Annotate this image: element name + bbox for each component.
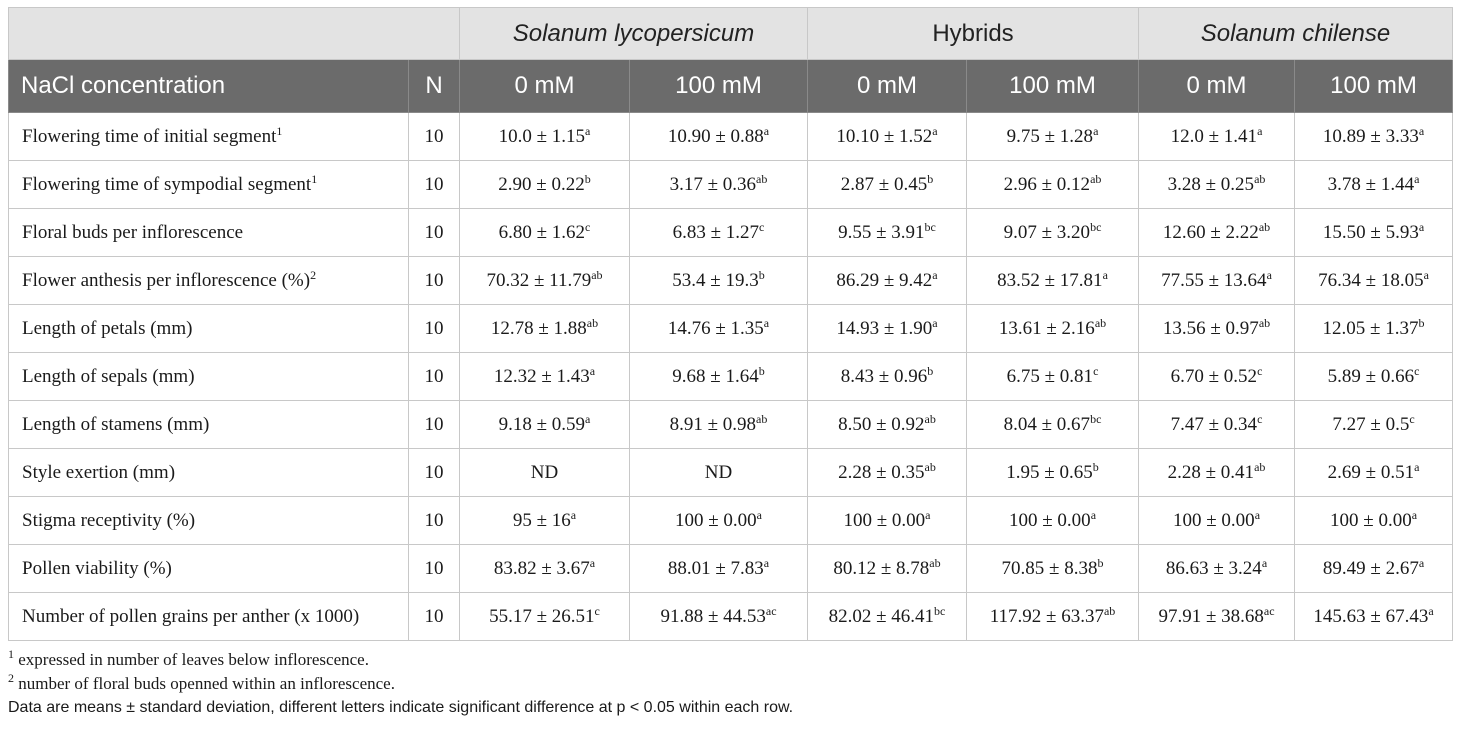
significance-letter: b bbox=[758, 363, 765, 378]
value-text: 9.55 ± 3.91 bbox=[838, 221, 925, 243]
value-cell bbox=[460, 497, 630, 545]
value-cell bbox=[808, 401, 967, 449]
footnote-text: number of floral buds openned within an inflorescence. bbox=[14, 674, 395, 693]
table-body bbox=[9, 113, 1453, 641]
value-text: 2.96 ± 0.12 bbox=[1003, 173, 1091, 195]
significance-letter: ab bbox=[1103, 603, 1116, 618]
value-cell bbox=[1295, 257, 1453, 305]
value-text: 2.28 ± 0.35 bbox=[838, 461, 925, 483]
value-cell bbox=[1295, 113, 1453, 161]
value-text: 76.34 ± 18.05 bbox=[1318, 269, 1424, 291]
value-cell bbox=[630, 593, 808, 641]
value-cell bbox=[967, 449, 1139, 497]
value-cell bbox=[967, 161, 1139, 209]
value-text: 15.50 ± 5.93 bbox=[1322, 221, 1419, 243]
significance-letter: a bbox=[1418, 123, 1425, 138]
value-text: 12.32 ± 1.43 bbox=[493, 365, 590, 387]
value-text: 12.0 ± 1.41 bbox=[1170, 125, 1258, 147]
value-text: ND bbox=[704, 461, 733, 483]
value-text: 6.75 ± 0.81 bbox=[1006, 365, 1094, 387]
value-cell bbox=[967, 545, 1139, 593]
value-text: 145.63 ± 67.43 bbox=[1313, 605, 1429, 627]
value-cell bbox=[1139, 401, 1295, 449]
significance-letter: a bbox=[763, 315, 770, 330]
value-text: 3.17 ± 0.36 bbox=[669, 173, 757, 195]
value-cell bbox=[460, 401, 630, 449]
value-cell bbox=[1139, 257, 1295, 305]
value-text: 117.92 ± 63.37 bbox=[989, 605, 1104, 627]
row-label-text: Length of stamens (mm) bbox=[22, 413, 210, 435]
value-text: 83.82 ± 3.67 bbox=[493, 557, 590, 579]
value-text: 53.4 ± 19.3 bbox=[672, 269, 759, 291]
value-cell bbox=[460, 593, 630, 641]
significance-letter: ab bbox=[929, 555, 941, 570]
treatment-header: 0 mM bbox=[460, 60, 630, 113]
significance-letter: b bbox=[927, 363, 934, 378]
n-cell: 10 bbox=[409, 209, 460, 257]
value-text: 70.85 ± 8.38 bbox=[1001, 557, 1098, 579]
value-text: 9.68 ± 1.64 bbox=[672, 365, 759, 387]
value-cell bbox=[1139, 593, 1295, 641]
significance-letter: bc bbox=[924, 219, 936, 234]
row-label-text: Flowering time of sympodial segment bbox=[22, 173, 312, 195]
significance-letter: bc bbox=[1090, 219, 1102, 234]
table-row bbox=[9, 497, 1453, 545]
value-cell bbox=[1295, 305, 1453, 353]
value-cell bbox=[1295, 353, 1453, 401]
significance-letter: ab bbox=[924, 459, 936, 474]
significance-letter: a bbox=[585, 123, 591, 138]
row-label-text: Flower anthesis per inflorescence (%) bbox=[22, 269, 311, 291]
value-text: 86.29 ± 9.42 bbox=[836, 269, 933, 291]
value-text: 5.89 ± 0.66 bbox=[1327, 365, 1415, 387]
table-row bbox=[9, 257, 1453, 305]
table-row bbox=[9, 449, 1453, 497]
value-cell bbox=[808, 305, 967, 353]
significance-letter: a bbox=[1261, 555, 1268, 570]
value-text: 97.91 ± 38.68 bbox=[1158, 605, 1264, 627]
value-text: 9.75 ± 1.28 bbox=[1006, 125, 1094, 147]
row-label-text: Flowering time of initial segment bbox=[22, 125, 277, 147]
value-cell bbox=[630, 497, 808, 545]
value-cell bbox=[630, 209, 808, 257]
value-text: 8.91 ± 0.98 bbox=[669, 413, 757, 435]
value-cell bbox=[1139, 305, 1295, 353]
value-text: 10.89 ± 3.33 bbox=[1322, 125, 1419, 147]
significance-letter: c bbox=[759, 219, 765, 234]
row-label bbox=[9, 593, 409, 641]
value-text: 7.47 ± 0.34 bbox=[1170, 413, 1258, 435]
significance-letter: b bbox=[758, 267, 765, 282]
value-cell bbox=[967, 305, 1139, 353]
significance-letter: a bbox=[1102, 267, 1108, 282]
row-label bbox=[9, 209, 409, 257]
value-cell bbox=[1139, 353, 1295, 401]
value-text: 2.69 ± 0.51 bbox=[1327, 461, 1415, 483]
significance-letter: bc bbox=[934, 603, 946, 618]
significance-letter: a bbox=[763, 555, 770, 570]
significance-letter: a bbox=[1411, 507, 1418, 522]
significance-letter: c bbox=[1257, 363, 1263, 378]
row-label bbox=[9, 497, 409, 545]
table-row bbox=[9, 305, 1453, 353]
value-cell bbox=[1295, 593, 1453, 641]
significance-letter: a bbox=[763, 123, 770, 138]
value-text: 89.49 ± 2.67 bbox=[1322, 557, 1419, 579]
table-row bbox=[9, 593, 1453, 641]
value-cell bbox=[1295, 401, 1453, 449]
value-cell bbox=[630, 545, 808, 593]
data-table bbox=[8, 7, 1453, 641]
footnote-text: expressed in number of leaves below inflorescence. bbox=[14, 650, 369, 669]
value-text: 8.43 ± 0.96 bbox=[840, 365, 928, 387]
table-row bbox=[9, 161, 1453, 209]
value-text: 10.10 ± 1.52 bbox=[836, 125, 933, 147]
significance-letter: b bbox=[1092, 459, 1099, 474]
significance-letter: ab bbox=[924, 411, 936, 426]
significance-letter: a bbox=[925, 507, 931, 522]
value-cell bbox=[460, 305, 630, 353]
value-cell bbox=[630, 305, 808, 353]
n-cell: 10 bbox=[409, 497, 460, 545]
value-text: 2.87 ± 0.45 bbox=[840, 173, 928, 195]
row-label-text: Pollen viability (%) bbox=[22, 557, 172, 579]
value-cell bbox=[460, 113, 630, 161]
treatment-header: 100 mM bbox=[967, 60, 1139, 113]
significance-letter: b bbox=[1097, 555, 1104, 570]
value-cell bbox=[460, 257, 630, 305]
value-text: 100 ± 0.00 bbox=[1009, 509, 1091, 531]
n-cell: 10 bbox=[409, 257, 460, 305]
value-text: 55.17 ± 26.51 bbox=[489, 605, 595, 627]
value-cell bbox=[630, 113, 808, 161]
value-cell bbox=[1295, 161, 1453, 209]
value-text: 2.90 ± 0.22 bbox=[498, 173, 585, 195]
value-text: ND bbox=[530, 461, 559, 483]
footnote-marker: 2 bbox=[310, 267, 317, 282]
n-cell: 10 bbox=[409, 305, 460, 353]
row-label-text: Style exertion (mm) bbox=[22, 461, 176, 483]
footnote-marker: 1 bbox=[276, 123, 283, 138]
footnotes bbox=[8, 648, 1452, 720]
value-text: 82.02 ± 46.41 bbox=[828, 605, 935, 627]
footnote bbox=[8, 672, 1452, 696]
significance-letter: c bbox=[585, 219, 591, 234]
value-text: 9.18 ± 0.59 bbox=[498, 413, 586, 435]
value-text: 1.95 ± 0.65 bbox=[1006, 461, 1093, 483]
value-cell bbox=[967, 113, 1139, 161]
value-cell bbox=[1139, 161, 1295, 209]
group-header-row bbox=[9, 8, 1453, 60]
value-text: 10.0 ± 1.15 bbox=[498, 125, 586, 147]
significance-letter: c bbox=[1409, 411, 1415, 426]
significance-letter: a bbox=[756, 507, 762, 522]
treatment-header: 100 mM bbox=[630, 60, 808, 113]
value-text: 6.80 ± 1.62 bbox=[498, 221, 586, 243]
value-cell bbox=[808, 545, 967, 593]
value-cell bbox=[1295, 209, 1453, 257]
value-cell bbox=[630, 353, 808, 401]
treatment-header: 100 mM bbox=[1295, 60, 1453, 113]
significance-letter: a bbox=[1414, 171, 1420, 186]
value-text: 100 ± 0.00 bbox=[1330, 509, 1412, 531]
row-label-text: Length of sepals (mm) bbox=[22, 365, 195, 387]
row-label bbox=[9, 257, 409, 305]
row-label-text: Length of petals (mm) bbox=[22, 317, 193, 339]
value-cell bbox=[808, 161, 967, 209]
group-header-lycopersicum: Solanum lycopersicum bbox=[460, 8, 808, 60]
significance-letter: b bbox=[1418, 315, 1425, 330]
significance-letter: a bbox=[1418, 555, 1425, 570]
significance-letter: a bbox=[1257, 123, 1263, 138]
significance-letter: c bbox=[1093, 363, 1099, 378]
group-header-hybrids: Hybrids bbox=[808, 8, 1139, 60]
value-cell bbox=[1295, 497, 1453, 545]
value-text: 13.61 ± 2.16 bbox=[998, 317, 1095, 339]
significance-letter: ab bbox=[1090, 171, 1102, 186]
significance-letter: ab bbox=[1258, 315, 1271, 330]
value-cell bbox=[967, 353, 1139, 401]
value-cell bbox=[1295, 545, 1453, 593]
n-cell: 10 bbox=[409, 401, 460, 449]
value-cell bbox=[460, 449, 630, 497]
value-text: 80.12 ± 8.78 bbox=[833, 557, 930, 579]
data-table-container bbox=[8, 7, 1452, 641]
significance-letter: c bbox=[1257, 411, 1263, 426]
value-cell bbox=[808, 257, 967, 305]
footnote-marker: 1 bbox=[8, 647, 14, 661]
significance-letter: ab bbox=[1094, 315, 1107, 330]
value-cell bbox=[967, 209, 1139, 257]
footnote bbox=[8, 696, 1452, 720]
treatment-header: 0 mM bbox=[808, 60, 967, 113]
significance-letter: b bbox=[927, 171, 934, 186]
significance-letter: a bbox=[932, 267, 938, 282]
row-label bbox=[9, 449, 409, 497]
value-text: 91.88 ± 44.53 bbox=[660, 605, 766, 627]
significance-letter: c bbox=[1414, 363, 1420, 378]
value-cell bbox=[808, 353, 967, 401]
row-label bbox=[9, 161, 409, 209]
significance-letter: ab bbox=[591, 267, 603, 282]
value-cell bbox=[808, 449, 967, 497]
significance-letter: a bbox=[1090, 507, 1097, 522]
value-text: 3.28 ± 0.25 bbox=[1167, 173, 1255, 195]
table-row bbox=[9, 353, 1453, 401]
n-cell: 10 bbox=[409, 113, 460, 161]
significance-letter: b bbox=[584, 171, 591, 186]
value-cell bbox=[808, 593, 967, 641]
n-cell: 10 bbox=[409, 593, 460, 641]
value-cell bbox=[630, 449, 808, 497]
treatment-header-row bbox=[9, 60, 1453, 113]
value-text: 9.07 ± 3.20 bbox=[1003, 221, 1091, 243]
row-label-text: Stigma receptivity (%) bbox=[22, 509, 196, 531]
table-row bbox=[9, 545, 1453, 593]
value-text: 3.78 ± 1.44 bbox=[1327, 173, 1415, 195]
n-cell: 10 bbox=[409, 545, 460, 593]
value-cell bbox=[630, 401, 808, 449]
footnote-marker: 1 bbox=[311, 171, 318, 186]
n-cell: 10 bbox=[409, 353, 460, 401]
value-text: 10.90 ± 0.88 bbox=[667, 125, 764, 147]
value-text: 83.52 ± 17.81 bbox=[997, 269, 1103, 291]
value-text: 12.60 ± 2.22 bbox=[1162, 221, 1259, 243]
table-row bbox=[9, 113, 1453, 161]
value-text: 88.01 ± 7.83 bbox=[667, 557, 764, 579]
value-text: 12.78 ± 1.88 bbox=[490, 317, 587, 339]
value-text: 77.55 ± 13.64 bbox=[1161, 269, 1267, 291]
value-cell bbox=[808, 497, 967, 545]
value-cell bbox=[967, 257, 1139, 305]
significance-letter: ac bbox=[1263, 603, 1275, 618]
value-cell bbox=[967, 497, 1139, 545]
value-text: 14.76 ± 1.35 bbox=[667, 317, 764, 339]
treatment-header: 0 mM bbox=[1139, 60, 1295, 113]
value-text: 6.83 ± 1.27 bbox=[672, 221, 760, 243]
value-text: 7.27 ± 0.5 bbox=[1332, 413, 1410, 435]
significance-letter: a bbox=[932, 315, 938, 330]
footnote-text: Data are means ± standard deviation, different letters indicate significant difference at p < 0.05 within each row. bbox=[8, 699, 794, 716]
value-cell bbox=[630, 161, 808, 209]
value-cell bbox=[460, 545, 630, 593]
value-text: 8.50 ± 0.92 bbox=[838, 413, 925, 435]
value-cell bbox=[1139, 545, 1295, 593]
value-text: 2.28 ± 0.41 bbox=[1167, 461, 1255, 483]
value-text: 95 ± 16 bbox=[512, 509, 571, 531]
value-cell bbox=[808, 113, 967, 161]
row-label bbox=[9, 113, 409, 161]
value-cell bbox=[808, 209, 967, 257]
value-cell bbox=[460, 161, 630, 209]
row-label-text: Number of pollen grains per anther (x 1000) bbox=[22, 605, 360, 627]
value-text: 86.63 ± 3.24 bbox=[1165, 557, 1262, 579]
value-cell bbox=[1139, 209, 1295, 257]
row-label-header: NaCl concentration bbox=[9, 60, 409, 113]
value-cell bbox=[967, 401, 1139, 449]
row-label-text: Floral buds per inflorescence bbox=[22, 221, 244, 243]
significance-letter: a bbox=[589, 555, 596, 570]
significance-letter: a bbox=[1428, 603, 1434, 618]
significance-letter: ab bbox=[1254, 459, 1266, 474]
table-row bbox=[9, 401, 1453, 449]
value-cell bbox=[967, 593, 1139, 641]
value-cell bbox=[1139, 449, 1295, 497]
value-cell bbox=[630, 257, 808, 305]
significance-letter: ab bbox=[1258, 219, 1271, 234]
row-label bbox=[9, 401, 409, 449]
footnote-marker: 2 bbox=[8, 671, 14, 685]
value-text: 100 ± 0.00 bbox=[674, 509, 757, 531]
table-row bbox=[9, 209, 1453, 257]
significance-letter: a bbox=[1266, 267, 1272, 282]
value-text: 14.93 ± 1.90 bbox=[836, 317, 933, 339]
significance-letter: bc bbox=[1090, 411, 1102, 426]
significance-letter: a bbox=[570, 507, 577, 522]
significance-letter: a bbox=[585, 411, 591, 426]
row-label bbox=[9, 353, 409, 401]
value-cell bbox=[1139, 113, 1295, 161]
significance-letter: a bbox=[932, 123, 938, 138]
significance-letter: a bbox=[1418, 219, 1425, 234]
value-text: 8.04 ± 0.67 bbox=[1003, 413, 1091, 435]
n-cell: 10 bbox=[409, 449, 460, 497]
n-cell: 10 bbox=[409, 161, 460, 209]
value-cell bbox=[1139, 497, 1295, 545]
value-text: 13.56 ± 0.97 bbox=[1162, 317, 1259, 339]
significance-letter: a bbox=[589, 363, 596, 378]
significance-letter: c bbox=[594, 603, 600, 618]
significance-letter: a bbox=[1423, 267, 1429, 282]
group-header-chilense: Solanum chilense bbox=[1139, 8, 1453, 60]
significance-letter: a bbox=[1093, 123, 1099, 138]
row-label bbox=[9, 305, 409, 353]
value-text: 100 ± 0.00 bbox=[1173, 509, 1255, 531]
value-text: 100 ± 0.00 bbox=[843, 509, 926, 531]
value-text: 12.05 ± 1.37 bbox=[1322, 317, 1419, 339]
header-blank-cell bbox=[9, 8, 460, 60]
n-header: N bbox=[409, 60, 460, 113]
significance-letter: ab bbox=[1254, 171, 1266, 186]
value-cell bbox=[460, 353, 630, 401]
significance-letter: a bbox=[1254, 507, 1261, 522]
value-cell bbox=[1295, 449, 1453, 497]
footnote bbox=[8, 648, 1452, 672]
significance-letter: ab bbox=[586, 315, 599, 330]
row-label bbox=[9, 545, 409, 593]
significance-letter: ab bbox=[756, 171, 768, 186]
value-cell bbox=[460, 209, 630, 257]
significance-letter: a bbox=[1414, 459, 1420, 474]
value-text: 70.32 ± 11.79 bbox=[486, 269, 592, 291]
significance-letter: ac bbox=[765, 603, 777, 618]
value-text: 6.70 ± 0.52 bbox=[1170, 365, 1258, 387]
significance-letter: ab bbox=[756, 411, 768, 426]
